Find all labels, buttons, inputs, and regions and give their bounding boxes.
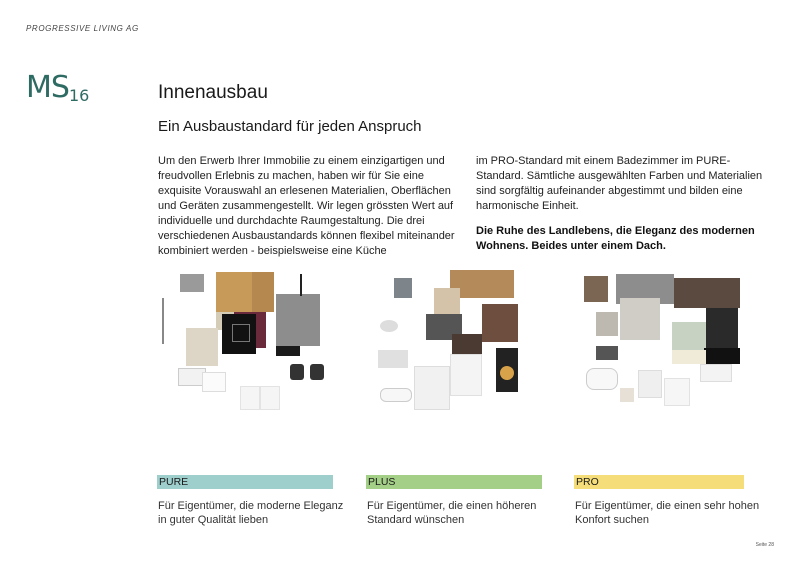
standard-label-pro — [574, 475, 744, 489]
body-column-1: Um den Erwerb Ihrer Immobilie zu einem einzigartigen und freudvollen Erlebnis zu machen, haben wir für Sie eine exquisite Vorauswahl an erlesenen Materialien, Oberflächen und Geräten zusammengestellt. Wir legen grössten Wert auf individuelle und durchdachte Raumgestaltung. Die drei verschiedenen Ausbaustandards können flexibel miteinander kombiniert werden - beispielsweise eine Küche — [158, 155, 455, 257]
moodboard-plus — [370, 268, 552, 418]
standard-description-pure: Für Eigentümer, die moderne Eleganz in guter Qualität lieben — [158, 500, 344, 526]
company-name: PROGRESSIVE LIVING AG — [26, 24, 139, 33]
standard-name: PURE — [159, 476, 189, 488]
page-subtitle: Ein Ausbaustandard für jeden Anspruch — [158, 118, 422, 135]
logo — [26, 70, 89, 105]
body-column-2 — [476, 154, 772, 264]
standard-description-plus: Für Eigentümer, die einen höheren Standard wünschen — [367, 500, 537, 526]
moodboard-pro — [580, 268, 762, 418]
logo-main: MS — [26, 70, 69, 105]
page-title: Innenausbau — [158, 82, 268, 103]
standard-description-pro: Für Eigentümer, die einen sehr hohen Konfort suchen — [575, 500, 760, 526]
standard-label-pure — [157, 475, 333, 489]
logo-sub: 16 — [68, 86, 90, 105]
highlight-text: Die Ruhe des Landlebens, die Eleganz des modernen Wohnens. Beides unter einem Dach. — [476, 225, 755, 252]
standard-label-plus — [366, 475, 542, 489]
moodboard-pure — [158, 268, 340, 418]
page-number: Seite 28 — [755, 542, 774, 548]
standard-name: PRO — [576, 476, 599, 488]
standard-name: PLUS — [368, 476, 396, 488]
body-column-2-text: im PRO-Standard mit einem Badezimmer im PURE-Standard. Sämtliche ausgewählten Farben und Materialien sind sorgfältig aufeinander abgestimmt und bilden eine harmonische Einheit. — [476, 155, 763, 212]
